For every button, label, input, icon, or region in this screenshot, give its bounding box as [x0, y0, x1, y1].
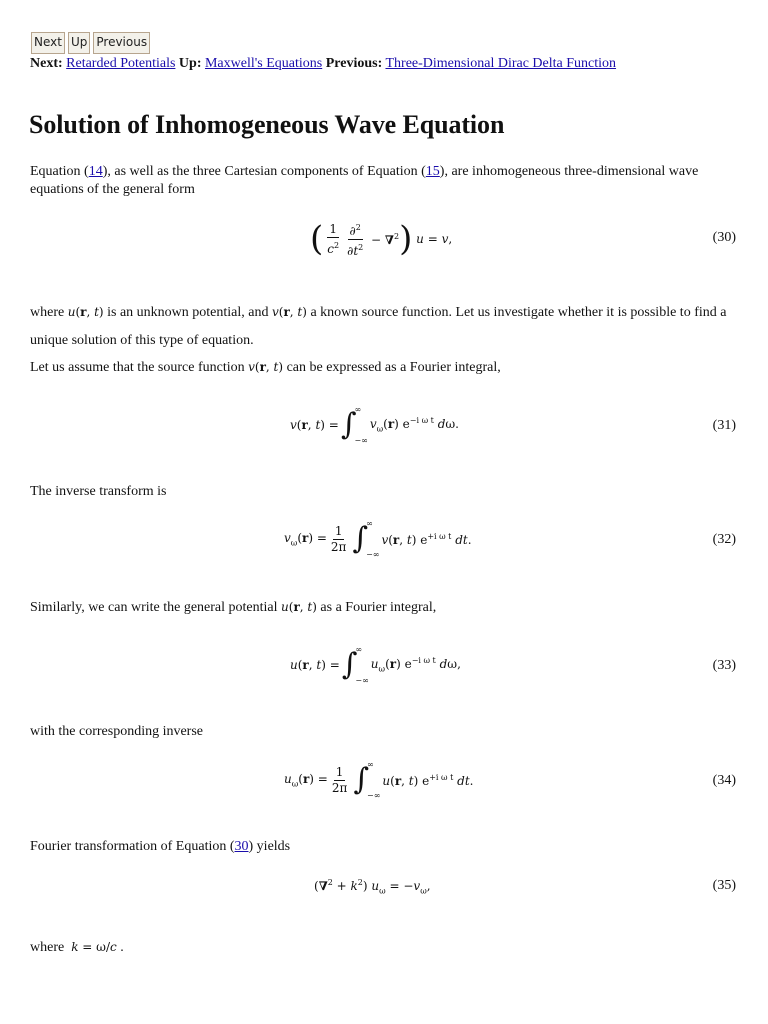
equation-33-body: u(r, t) = ∫ ∞ −∞ $u_\omega(r)$ $e^{-i \omega t}$ dω, — [290, 645, 461, 685]
equation-32-number: (32) — [712, 532, 736, 547]
inline-math-u2: u(r, t) — [281, 600, 317, 614]
previous-link[interactable]: Three-Dimensional Dirac Delta Function — [385, 56, 617, 71]
inline-math-u: u(r, t) — [67, 305, 104, 319]
p1-text-a: Equation ( — [30, 164, 89, 179]
equation-30-body: ( 1 $c^2$ ∂$^2$ $\partial t^2$ − ∇$^2$ ) u = v, — [310, 219, 453, 259]
paragraph-2 — [30, 298, 740, 355]
equation-35-body: $(\nabla^2 + k^2)$ $u_\omega = -v_\omega$, — [314, 878, 431, 896]
next-button[interactable]: Next — [31, 32, 65, 54]
up-link[interactable]: Maxwell's Equations — [204, 56, 323, 71]
equation-35 — [0, 862, 768, 912]
p7-text-a: Fourier transformation of Equation ( — [30, 839, 235, 854]
previous-label: Previous: — [325, 56, 383, 71]
equation-15-link[interactable]: 15 — [425, 164, 440, 179]
p1-text-c: ), are inhomogeneous three-dimensional wave equations of the general form — [30, 164, 699, 197]
equation-34 — [0, 755, 768, 805]
p3-text-b: can be expressed as a Fourier integral, — [286, 360, 501, 375]
p5-text-a: Similarly, we can write the general potential — [30, 600, 278, 615]
paragraph-1 — [30, 163, 740, 199]
equation-30 — [0, 214, 768, 264]
equation-33-number: (33) — [712, 658, 736, 673]
equation-32-body: $v_\omega(r)$ = $\frac{1}{2\pi}$ ∫ ∞ −∞ v(r, t) $e^{+i \omega t}$ dt. — [284, 519, 472, 559]
equation-31-number: (31) — [712, 418, 736, 433]
paragraph-6: with the corresponding inverse — [30, 724, 204, 739]
previous-button[interactable]: Previous — [93, 32, 150, 54]
p7-text-b: ) yields — [248, 839, 291, 854]
p2-text-c: a known source function. Let us investigate whether it is possible to find a unique solution of this type of equation. — [30, 305, 727, 348]
paragraph-5 — [30, 598, 740, 617]
equation-31 — [0, 400, 768, 450]
nav-buttons — [31, 32, 150, 54]
inline-math-v: v(r, t) — [271, 305, 307, 319]
equation-35-number: (35) — [712, 878, 736, 893]
p2-text-a: where — [30, 305, 65, 320]
nav-links — [30, 56, 616, 72]
paragraph-7 — [30, 838, 740, 856]
equation-30-number: (30) — [712, 230, 736, 245]
paragraph-4: The inverse transform is — [30, 484, 167, 499]
p8-text-a: where — [30, 940, 65, 955]
next-link[interactable]: Retarded Potentials — [66, 56, 176, 71]
paragraph-8: where k = ω/c . — [30, 940, 124, 955]
next-label: Next: — [30, 56, 63, 71]
up-label: Up: — [178, 56, 202, 71]
p5-text-b: as a Fourier integral, — [320, 600, 437, 615]
equation-33 — [0, 640, 768, 690]
paragraph-3 — [30, 358, 740, 377]
equation-32 — [0, 514, 768, 564]
p3-text-a: Let us assume that the source function — [30, 360, 245, 375]
equation-30-link[interactable]: 30 — [234, 839, 249, 854]
p1-text-b: ), as well as the three Cartesian components of Equation ( — [102, 164, 426, 179]
up-button[interactable]: Up — [68, 32, 90, 54]
page-title: Solution of Inhomogeneous Wave Equation — [29, 110, 505, 139]
inline-math-v2: v(r, t) — [248, 360, 284, 374]
equation-14-link[interactable]: 14 — [88, 164, 103, 179]
inline-math-k: k = ω/c — [71, 940, 117, 954]
equation-34-body: $u_\omega(r)$ = $\frac{1}{2\pi}$ ∫ ∞ −∞ u(r, t) $e^{+i \omega t}$ dt. — [284, 760, 474, 800]
equation-34-number: (34) — [712, 773, 736, 788]
p2-text-b: is an unknown potential, and — [107, 305, 269, 320]
equation-31-body: v(r, t) = ∫ ∞ −∞ $v_\omega(r)$ $e^{-i \omega t}$ dω. — [290, 405, 459, 445]
